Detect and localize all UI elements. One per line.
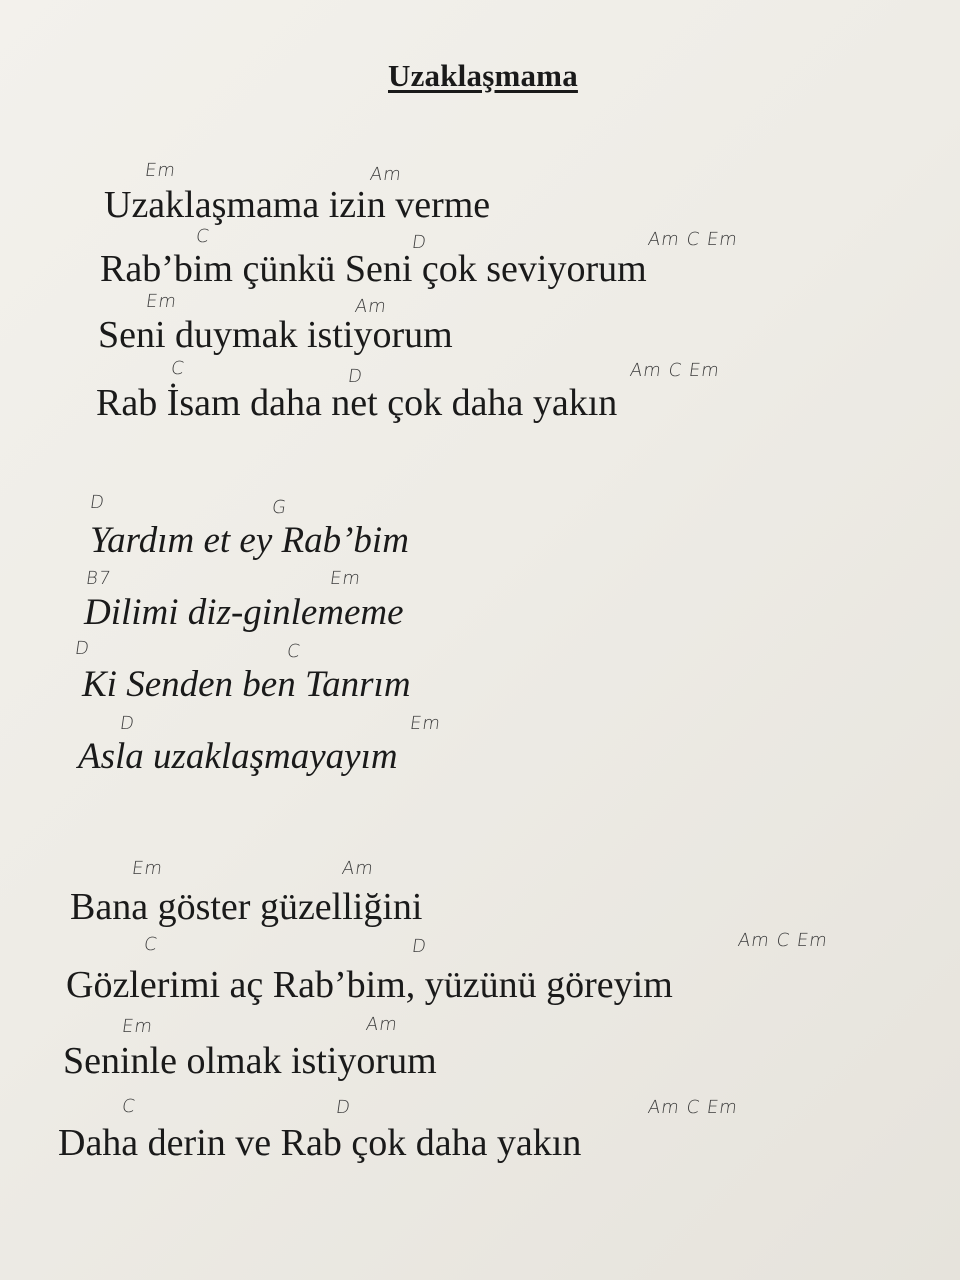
- chord: Am: [368, 164, 404, 185]
- chorus-line-2: Dilimi diz-ginlememe: [84, 592, 404, 633]
- chord: C: [142, 934, 160, 955]
- chord: C: [120, 1096, 138, 1117]
- chord: Am: [353, 296, 389, 317]
- chord: Am: [364, 1014, 400, 1035]
- verse1-line-3: Seni duymak istiyorum: [98, 314, 453, 356]
- chord: Am C Em: [736, 930, 830, 951]
- chord: Am C Em: [628, 360, 722, 381]
- chord: D: [346, 366, 365, 387]
- chorus-line-4: Asla uzaklaşmayayım: [78, 736, 398, 777]
- chord: D: [410, 936, 429, 957]
- chord: Am: [340, 858, 376, 879]
- verse1-line-2: Rab’bim çünkü Seni çok seviyorum: [100, 248, 647, 290]
- song-title: Uzaklaşmama: [388, 58, 578, 93]
- chord: Am C Em: [646, 229, 740, 250]
- verse2-line-1: Bana göster güzelliğini: [70, 886, 423, 928]
- chord: Em: [328, 568, 363, 589]
- verse2-line-4: Daha derin ve Rab çok daha yakın: [58, 1122, 582, 1164]
- chord: Em: [144, 291, 179, 312]
- chord: C: [194, 226, 212, 247]
- chord: D: [410, 232, 429, 253]
- chord: D: [88, 492, 107, 513]
- chord: Em: [120, 1016, 155, 1037]
- chorus-line-3: Ki Senden ben Tanrım: [82, 664, 411, 705]
- chord: D: [73, 638, 92, 659]
- chord: C: [285, 641, 303, 662]
- chord: G: [270, 497, 289, 518]
- chord: Em: [143, 160, 178, 181]
- chord: C: [169, 358, 187, 379]
- chord: D: [118, 713, 137, 734]
- verse2-line-2: Gözlerimi aç Rab’bim, yüzünü göreyim: [66, 964, 673, 1006]
- verse1-line-1: Uzaklaşmama izin verme: [104, 184, 491, 226]
- verse2-line-3: Seninle olmak istiyorum: [63, 1040, 437, 1082]
- chord: B7: [84, 568, 113, 589]
- chord: Em: [130, 858, 165, 879]
- chord: Em: [408, 713, 443, 734]
- chorus-line-1: Yardım et ey Rab’bim: [90, 520, 409, 561]
- verse1-line-4: Rab İsam daha net çok daha yakın: [96, 382, 618, 424]
- chord: D: [334, 1097, 353, 1118]
- chord: Am C Em: [646, 1097, 740, 1118]
